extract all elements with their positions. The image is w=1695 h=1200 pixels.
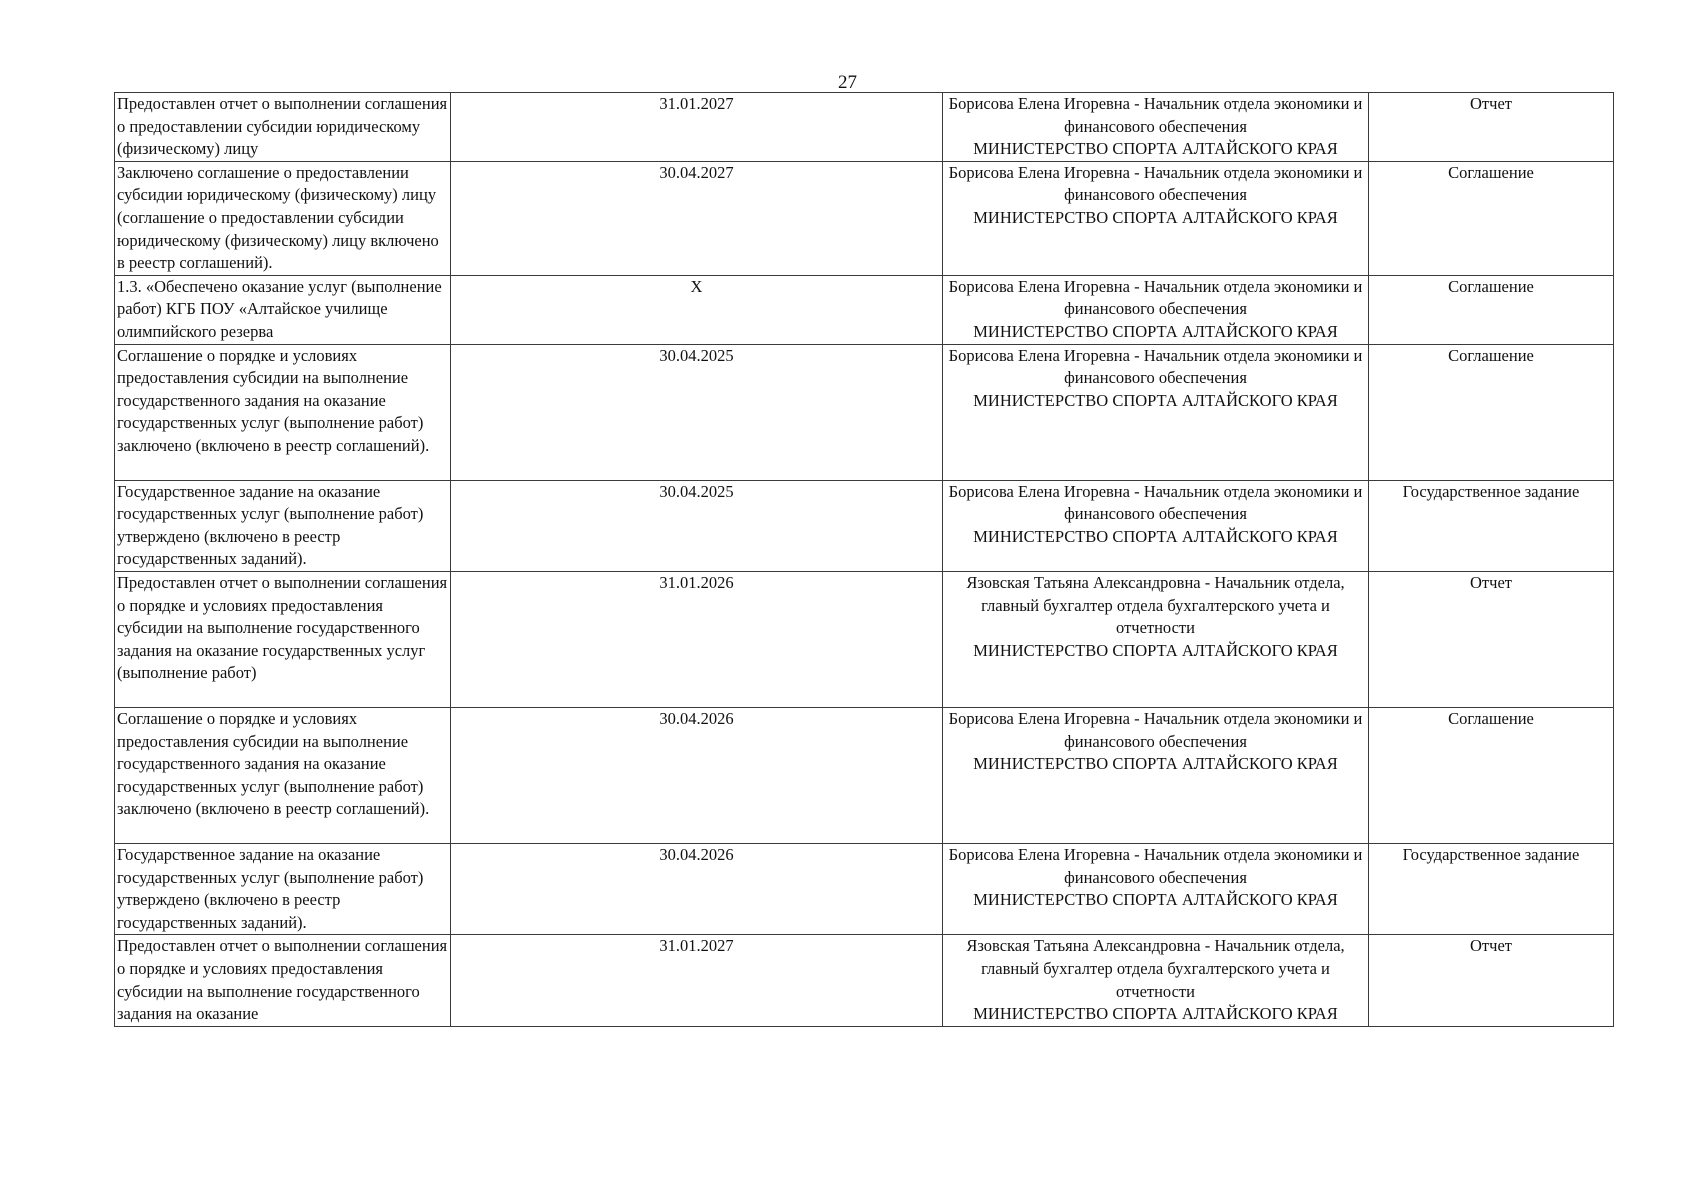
row-document-type: Соглашение bbox=[1369, 275, 1614, 344]
row-description: Предоставлен отчет о выполнении соглашения о порядке и условиях предоставления субсидии на выполнение государственного задания на оказание государственных услуг (выполнение работ) bbox=[115, 571, 451, 707]
control-points-table bbox=[114, 92, 1614, 1027]
row-document-type: Соглашение bbox=[1369, 707, 1614, 843]
row-document-type: Государственное задание bbox=[1369, 480, 1614, 571]
table-row bbox=[115, 935, 1614, 1026]
row-date: 31.01.2027 bbox=[451, 93, 943, 162]
row-responsible bbox=[943, 571, 1369, 707]
row-responsible bbox=[943, 275, 1369, 344]
row-date: X bbox=[451, 275, 943, 344]
responsible-person: Борисова Елена Игоревна - Начальник отдела экономики и финансового обеспечения bbox=[948, 708, 1363, 751]
row-document-type: Соглашение bbox=[1369, 161, 1614, 275]
responsible-person: Язовская Татьяна Александровна - Начальник отдела, главный бухгалтер отдела бухгалтерского учета и отчетности bbox=[966, 936, 1345, 1001]
responsible-person: Борисова Елена Игоревна - Начальник отдела экономики и финансового обеспечения bbox=[948, 276, 1363, 319]
row-document-type: Государственное задание bbox=[1369, 843, 1614, 934]
responsible-person: Борисова Елена Игоревна - Начальник отдела экономики и финансового обеспечения bbox=[948, 345, 1363, 388]
responsible-organization: МИНИСТЕРСТВО СПОРТА АЛТАЙСКОГО КРАЯ bbox=[973, 207, 1338, 227]
row-date: 30.04.2026 bbox=[451, 843, 943, 934]
table-row bbox=[115, 707, 1614, 843]
row-document-type: Отчет bbox=[1369, 935, 1614, 1026]
responsible-organization: МИНИСТЕРСТВО СПОРТА АЛТАЙСКОГО КРАЯ bbox=[973, 1004, 1338, 1024]
responsible-organization: МИНИСТЕРСТВО СПОРТА АЛТАЙСКОГО КРАЯ bbox=[973, 890, 1338, 910]
table-row bbox=[115, 843, 1614, 934]
row-responsible bbox=[943, 161, 1369, 275]
table-row bbox=[115, 344, 1614, 480]
row-date: 30.04.2026 bbox=[451, 707, 943, 843]
row-responsible bbox=[943, 344, 1369, 480]
row-date: 30.04.2025 bbox=[451, 480, 943, 571]
row-document-type: Отчет bbox=[1369, 571, 1614, 707]
row-date: 30.04.2027 bbox=[451, 161, 943, 275]
responsible-person: Борисова Елена Игоревна - Начальник отдела экономики и финансового обеспечения bbox=[948, 162, 1363, 205]
responsible-organization: МИНИСТЕРСТВО СПОРТА АЛТАЙСКОГО КРАЯ bbox=[973, 321, 1338, 341]
table-row bbox=[115, 480, 1614, 571]
responsible-organization: МИНИСТЕРСТВО СПОРТА АЛТАЙСКОГО КРАЯ bbox=[973, 390, 1338, 410]
row-date: 31.01.2027 bbox=[451, 935, 943, 1026]
responsible-person: Язовская Татьяна Александровна - Начальник отдела, главный бухгалтер отдела бухгалтерского учета и отчетности bbox=[966, 572, 1345, 638]
row-date: 30.04.2025 bbox=[451, 344, 943, 480]
table-row bbox=[115, 93, 1614, 162]
page-number bbox=[0, 72, 1695, 94]
row-description: Заключено соглашение о предоставлении субсидии юридическому (физическому) лицу (соглашение о предоставлении субсидии юридическому (физическому) лицу включено в реестр соглашений). bbox=[115, 161, 451, 275]
row-responsible bbox=[943, 93, 1369, 162]
row-description: Государственное задание на оказание государственных услуг (выполнение работ) утверждено (включено в реестр государственных заданий). bbox=[115, 480, 451, 571]
table-row bbox=[115, 571, 1614, 707]
table-row bbox=[115, 275, 1614, 344]
row-responsible bbox=[943, 480, 1369, 571]
row-description: Государственное задание на оказание государственных услуг (выполнение работ) утверждено (включено в реестр государственных заданий). bbox=[115, 843, 451, 934]
row-document-type: Соглашение bbox=[1369, 344, 1614, 480]
row-description: Предоставлен отчет о выполнении соглашения о предоставлении субсидии юридическому (физическому) лицу bbox=[115, 93, 451, 162]
responsible-person: Борисова Елена Игоревна - Начальник отдела экономики и финансового обеспечения bbox=[948, 844, 1363, 887]
row-date: 31.01.2026 bbox=[451, 571, 943, 707]
row-responsible bbox=[943, 843, 1369, 934]
page-number-text: 27 bbox=[838, 72, 857, 93]
table-row bbox=[115, 161, 1614, 275]
row-description: Предоставлен отчет о выполнении соглашения о порядке и условиях предоставления субсидии на выполнение государственного задания на оказание bbox=[115, 935, 451, 1026]
responsible-organization: МИНИСТЕРСТВО СПОРТА АЛТАЙСКОГО КРАЯ bbox=[973, 640, 1338, 660]
row-responsible bbox=[943, 707, 1369, 843]
row-responsible bbox=[943, 935, 1369, 1026]
responsible-person: Борисова Елена Игоревна - Начальник отдела экономики и финансового обеспечения bbox=[948, 481, 1363, 524]
responsible-person: Борисова Елена Игоревна - Начальник отдела экономики и финансового обеспечения bbox=[948, 94, 1363, 136]
row-document-type: Отчет bbox=[1369, 93, 1614, 162]
row-description: 1.3. «Обеспечено оказание услуг (выполнение работ) КГБ ПОУ «Алтайское училище олимпийского резерва bbox=[115, 275, 451, 344]
responsible-organization: МИНИСТЕРСТВО СПОРТА АЛТАЙСКОГО КРАЯ bbox=[973, 526, 1338, 546]
row-description: Соглашение о порядке и условиях предоставления субсидии на выполнение государственного задания на оказание государственных услуг (выполнение работ) заключено (включено в реестр соглашений). bbox=[115, 344, 451, 480]
row-description: Соглашение о порядке и условиях предоставления субсидии на выполнение государственного задания на оказание государственных услуг (выполнение работ) заключено (включено в реестр соглашений). bbox=[115, 707, 451, 843]
responsible-organization: МИНИСТЕРСТВО СПОРТА АЛТАЙСКОГО КРАЯ bbox=[973, 754, 1338, 774]
responsible-organization: МИНИСТЕРСТВО СПОРТА АЛТАЙСКОГО КРАЯ bbox=[973, 139, 1338, 159]
